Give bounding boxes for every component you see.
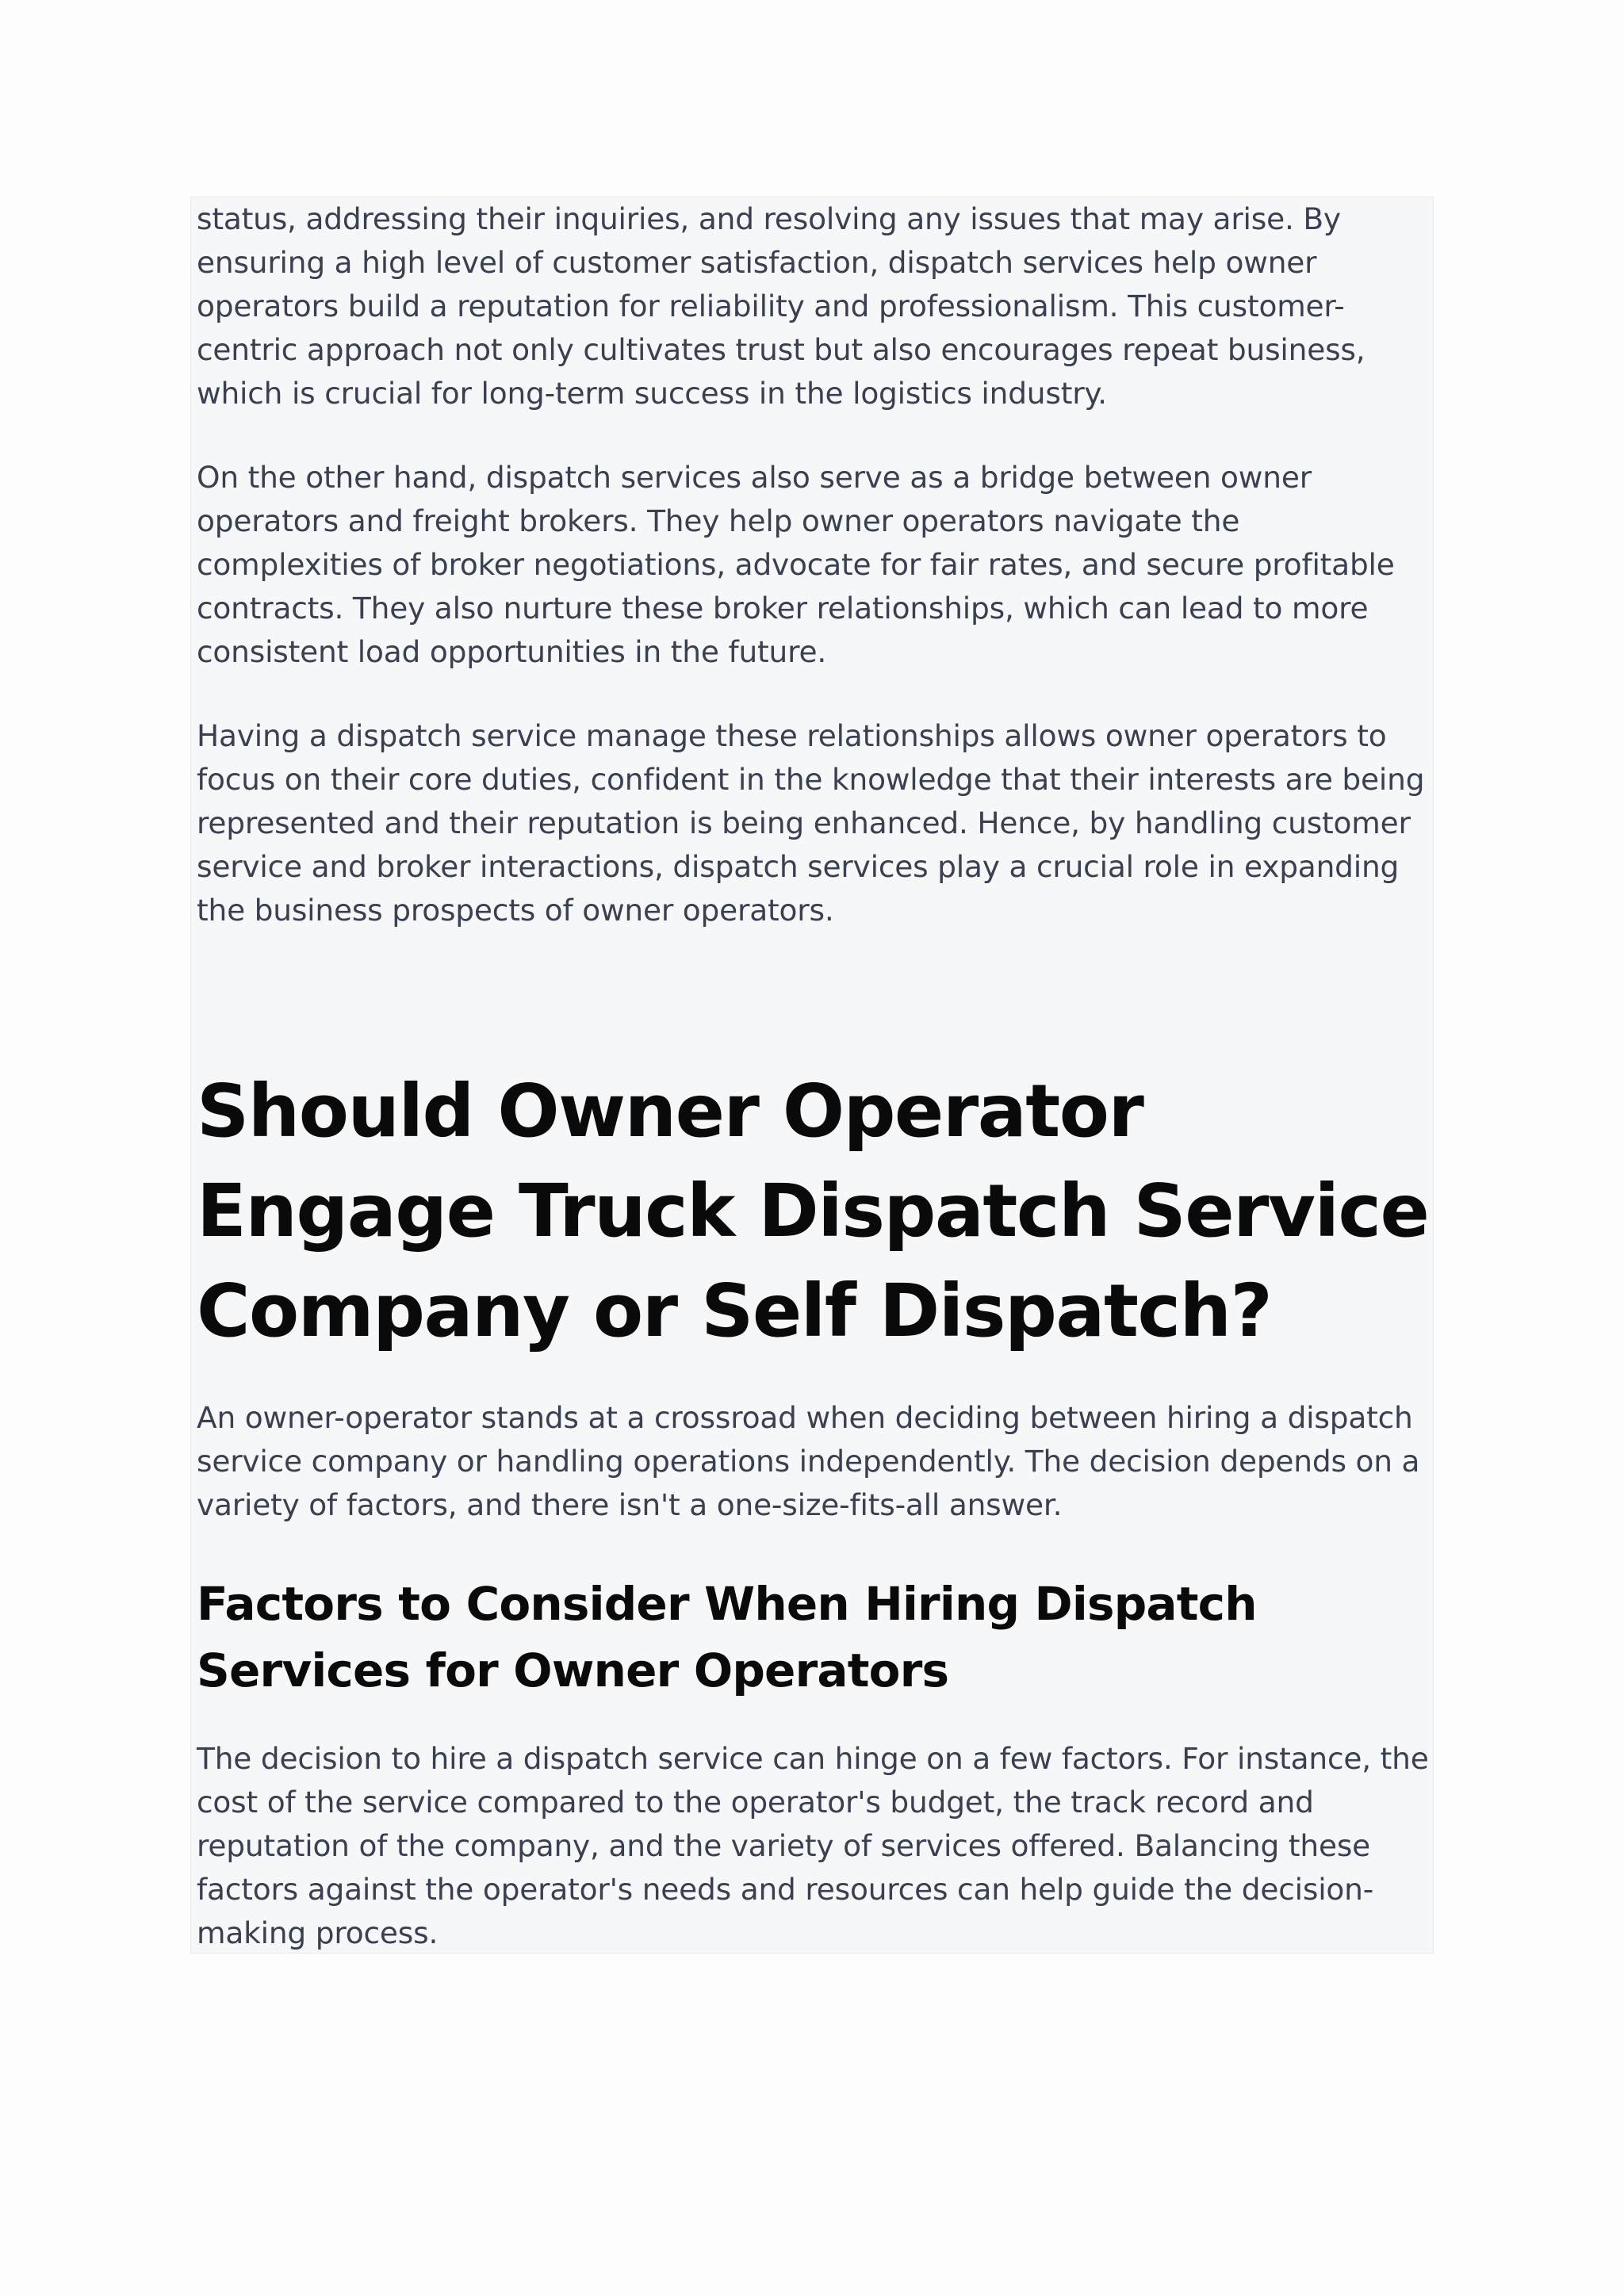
paragraph-decision-factors: The decision to hire a dispatch service can hinge on a few factors. For instance, the cost of the service compared to the operator's budget, the track record and reputation of the company, and the variety of services offered. Balancing these factors against the operator's needs and resources can help guide the decision-making process. (197, 1741, 1429, 1950)
article-content-panel (190, 197, 1434, 1954)
paragraph-customer-satisfaction: status, addressing their inquiries, and resolving any issues that may arise. By ensuring a high level of customer satisfaction, dispatch services help owner operators build a reputation for reliability and professionalism. This customer-centric approach not only cultivates trust but also encourages repeat business, which is crucial for long-term success in the logistics industry. (197, 201, 1365, 411)
paragraph-broker-bridge: On the other hand, dispatch services also serve as a bridge between owner operators and freight brokers. They help owner operators navigate the complexities of broker negotiations, advocate for fair rates, and secure profitable contracts. They also nurture these broker relationships, which can lead to more consistent load opportunities in the future. (197, 460, 1395, 669)
paragraph-crossroad: An owner-operator stands at a crossroad when deciding between hiring a dispatch service company or handling operations independently. The decision depends on a variety of factors, and there isn't a one-size-fits-all answer. (197, 1400, 1420, 1522)
paragraph-relationship-management: Having a dispatch service manage these relationships allows owner operators to focus on their core duties, confident in the knowledge that their interests are being represented and their reputation is being enhanced. Hence, by handling customer service and broker interactions, dispatch services play a crucial role in expanding the business prospects of owner operators. (197, 718, 1425, 928)
subheading-factors: Factors to Consider When Hiring Dispatch Services for Owner Operators (197, 1577, 1257, 1697)
main-heading: Should Owner Operator Engage Truck Dispatch Service Company or Self Dispatch? (197, 1069, 1429, 1353)
